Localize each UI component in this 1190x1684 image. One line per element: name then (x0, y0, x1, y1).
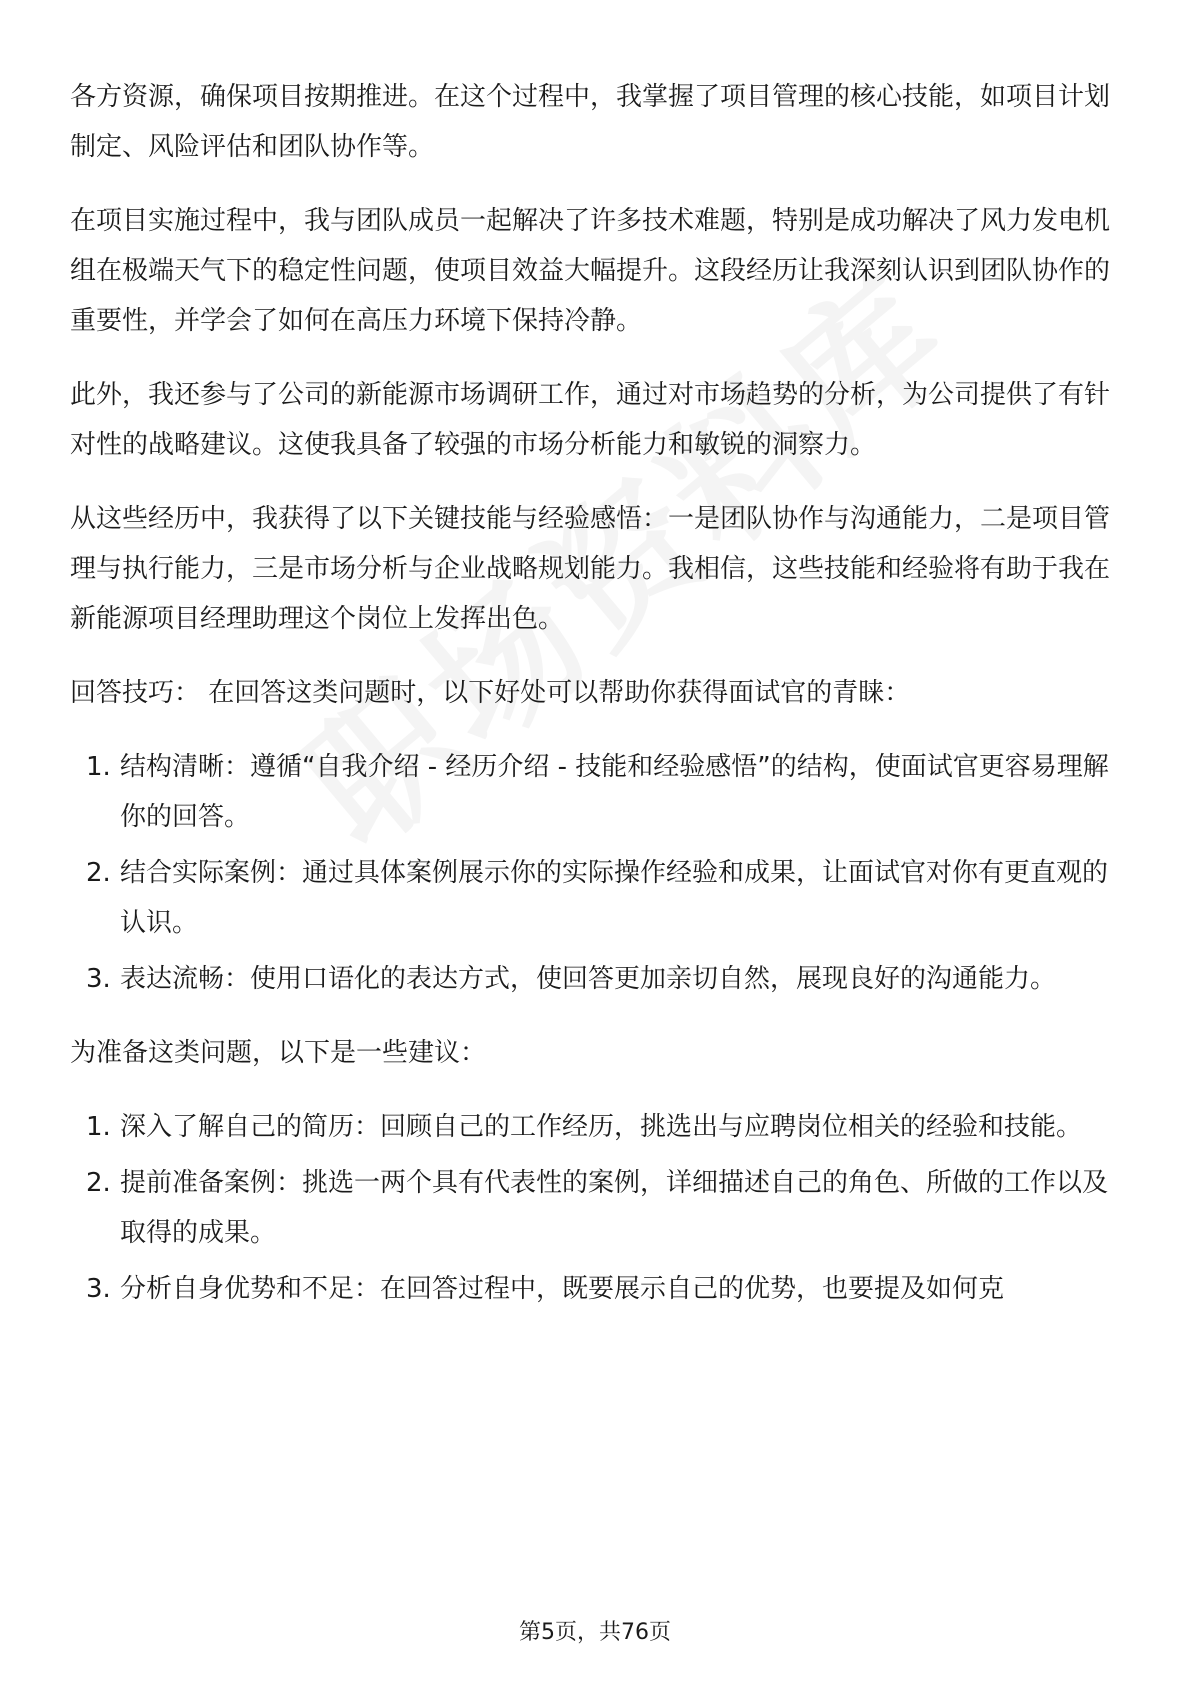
prep-list (70, 1102, 1120, 1314)
list-number: 1. (86, 752, 111, 782)
paragraph: 在项目实施过程中，我与团队成员一起解决了许多技术难题，特别是成功解决了风力发电机组在极端天气下的稳定性问题，使项目效益大幅提升。这段经历让我深刻认识到团队协作的重要性，并学会了如何在高压力环境下保持冷静。 (70, 206, 1111, 336)
list-text: 结构清晰：遵循“自我介绍 - 经历介绍 - 技能和经验感悟”的结构，使面试官更容易理解你的回答。 (120, 752, 1109, 832)
paragraph: 各方资源，确保项目按期推进。在这个过程中，我掌握了项目管理的核心技能，如项目计划制定、风险评估和团队协作等。 (70, 82, 1111, 162)
document-body (70, 72, 1120, 1338)
list-item (70, 1264, 1120, 1314)
list-item (70, 848, 1120, 948)
list-number: 2. (86, 1168, 111, 1198)
list-number: 2. (86, 858, 111, 888)
list-text: 提前准备案例：挑选一两个具有代表性的案例，详细描述自己的角色、所做的工作以及取得的成果。 (120, 1168, 1109, 1248)
list-item (70, 742, 1120, 842)
list-text: 深入了解自己的简历：回顾自己的工作经历，挑选出与应聘岗位相关的经验和技能。 (120, 1112, 1083, 1142)
list-item (70, 1102, 1120, 1152)
paragraph: 从这些经历中，我获得了以下关键技能与经验感悟：一是团队协作与沟通能力，二是项目管理与执行能力，三是市场分析与企业战略规划能力。我相信，这些技能和经验将有助于我在新能源项目经理助理这个岗位上发挥出色。 (70, 504, 1111, 634)
list-text: 表达流畅：使用口语化的表达方式，使回答更加亲切自然，展现良好的沟通能力。 (120, 964, 1057, 994)
list-number: 3. (86, 964, 111, 994)
list-item (70, 1158, 1120, 1258)
tips-heading: 回答技巧： 在回答这类问题时，以下好处可以帮助你获得面试官的青睐： (70, 678, 911, 708)
list-number: 3. (86, 1274, 111, 1304)
paragraph: 此外，我还参与了公司的新能源市场调研工作，通过对市场趋势的分析，为公司提供了有针对性的战略建议。这使我具备了较强的市场分析能力和敏锐的洞察力。 (70, 380, 1111, 460)
list-text: 分析自身优势和不足：在回答过程中，既要展示自己的优势，也要提及如何克 (120, 1274, 1005, 1304)
list-number: 1. (86, 1112, 111, 1142)
list-item (70, 954, 1120, 1004)
list-text: 结合实际案例：通过具体案例展示你的实际操作经验和成果，让面试官对你有更直观的认识。 (120, 858, 1109, 938)
prep-heading: 为准备这类问题，以下是一些建议： (70, 1038, 487, 1068)
page-number-footer: 第5页，共76页 (519, 1620, 671, 1645)
tips-list (70, 742, 1120, 1004)
